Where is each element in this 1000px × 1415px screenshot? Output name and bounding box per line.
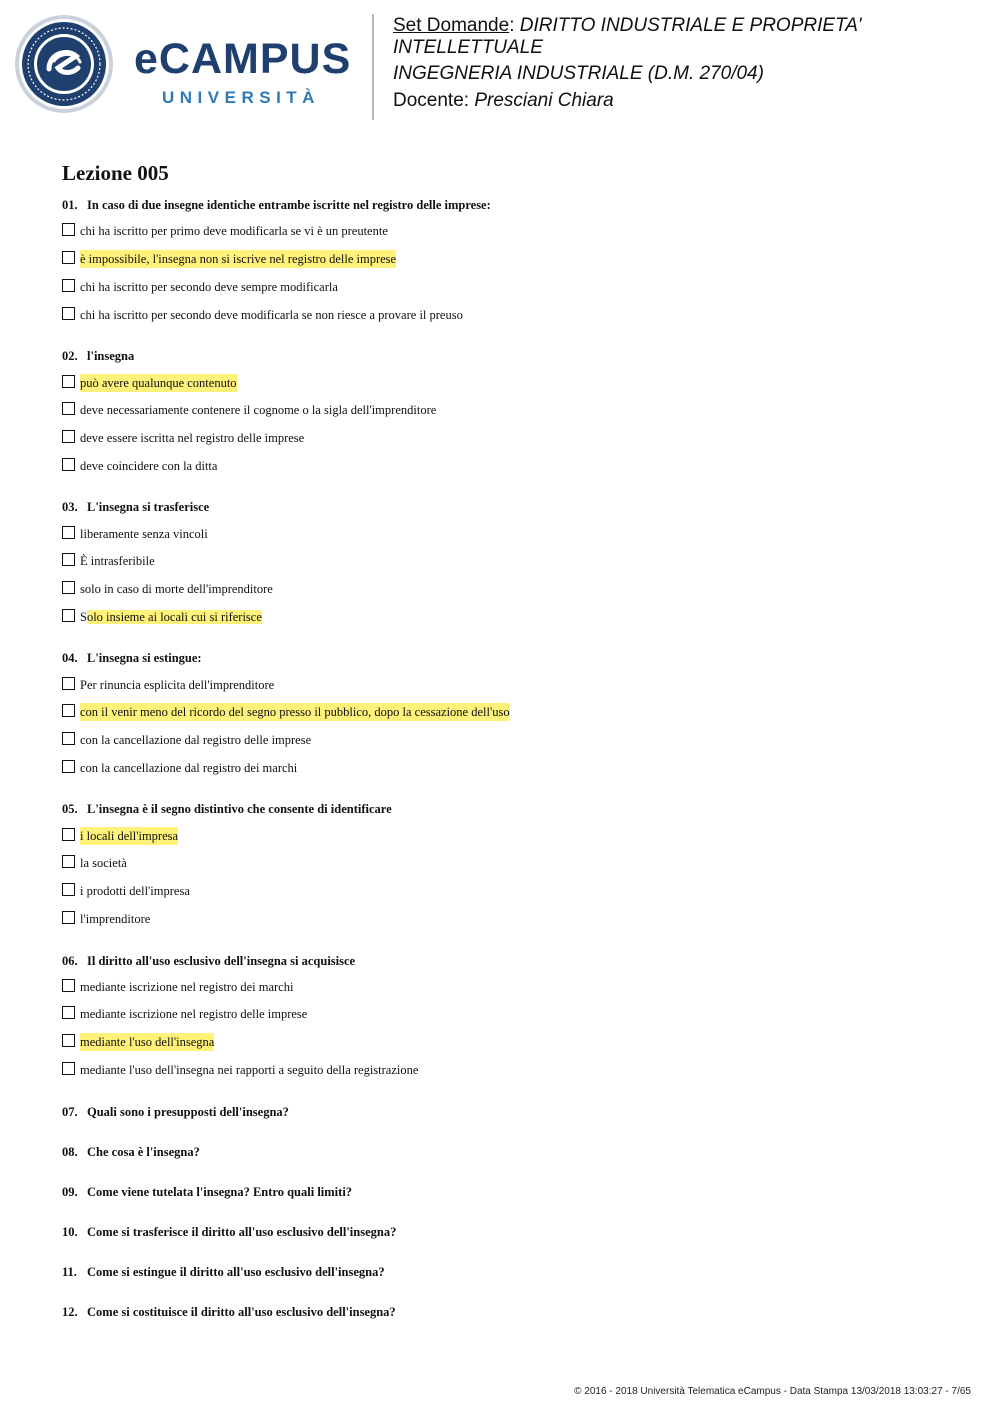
checkbox[interactable] xyxy=(62,704,75,717)
question-text: In caso di due insegne identiche entrambe iscritte nel registro delle imprese: xyxy=(87,198,491,212)
checkbox[interactable] xyxy=(62,223,75,236)
course-name: INGEGNERIA INDUSTRIALE (D.M. 270/04) xyxy=(393,63,764,84)
checkbox[interactable] xyxy=(62,307,75,320)
option-text: l'imprenditore xyxy=(80,912,151,926)
checkbox[interactable] xyxy=(62,430,75,443)
question-title xyxy=(62,498,209,516)
question-number: 05. xyxy=(62,802,78,816)
checkbox[interactable] xyxy=(62,855,75,868)
question-number: 06. xyxy=(62,954,78,968)
ecampus-subtitle: UNIVERSITÀ xyxy=(162,88,320,107)
set-title-cont: INTELLETTUALE xyxy=(393,37,543,58)
question-text: Il diritto all'uso esclusivo dell'insegna si acquisisce xyxy=(87,954,356,968)
checkbox[interactable] xyxy=(62,760,75,773)
option-text: con la cancellazione dal registro dei marchi xyxy=(80,761,298,775)
ecampus-seal-logo xyxy=(14,14,114,114)
question-number: 11. xyxy=(62,1265,77,1279)
option-text-highlighted: mediante l'uso dell'insegna xyxy=(80,1035,215,1049)
question-text: L'insegna è il segno distintivo che consente di identificare xyxy=(87,802,392,816)
question-05 xyxy=(62,800,392,926)
option-text-highlighted: può avere qualunque contenuto xyxy=(80,376,237,390)
question-06 xyxy=(62,952,419,1077)
option-text: i prodotti dell'impresa xyxy=(80,884,190,898)
checkbox[interactable] xyxy=(62,581,75,594)
option-text: la società xyxy=(80,856,127,870)
question-09 xyxy=(62,1183,352,1201)
option-text: con la cancellazione dal registro delle imprese xyxy=(80,733,312,747)
docente-name: Presciani Chiara xyxy=(474,90,614,111)
option-text: chi ha iscritto per primo deve modificarla se vi è un preutente xyxy=(80,224,388,238)
option-text: deve coincidere con la ditta xyxy=(80,459,218,473)
option-text: deve necessariamente contenere il cognome o la sigla dell'imprenditore xyxy=(80,403,437,417)
checkbox[interactable] xyxy=(62,979,75,992)
checkbox[interactable] xyxy=(62,1006,75,1019)
ecampus-wordmark: eCAMPUS xyxy=(134,35,352,83)
question-text: Come si trasferisce il diritto all'uso esclusivo dell'insegna? xyxy=(87,1225,397,1239)
question-11 xyxy=(62,1263,385,1281)
question-number: 09. xyxy=(62,1185,78,1199)
checkbox[interactable] xyxy=(62,677,75,690)
option-text: chi ha iscritto per secondo deve modificarla se non riesce a provare il preuso xyxy=(80,308,463,322)
question-text: Come si estingue il diritto all'uso esclusivo dell'insegna? xyxy=(87,1265,385,1279)
checkbox[interactable] xyxy=(62,828,75,841)
page-footer: © 2016 - 2018 Università Telematica eCampus - Data Stampa 13/03/2018 13:03:27 - 7/65 xyxy=(574,1386,971,1397)
checkbox[interactable] xyxy=(62,1034,75,1047)
option-text xyxy=(80,608,262,626)
option-text-highlighted: i locali dell'impresa xyxy=(80,829,179,843)
set-title-line-2 xyxy=(393,37,953,59)
question-text: Come si costituisce il diritto all'uso esclusivo dell'insegna? xyxy=(87,1305,396,1319)
option-text-highlighted: è impossibile, l'insegna non si iscrive nel registro delle imprese xyxy=(80,252,397,266)
course-info xyxy=(393,15,953,112)
question-number: 08. xyxy=(62,1145,78,1159)
question-title xyxy=(62,800,392,818)
option-text: È intrasferibile xyxy=(80,554,155,568)
checkbox[interactable] xyxy=(62,609,75,622)
checkbox[interactable] xyxy=(62,375,75,388)
docente-label: Docente: xyxy=(393,90,470,111)
option-text: chi ha iscritto per secondo deve sempre modificarla xyxy=(80,280,338,294)
checkbox[interactable] xyxy=(62,402,75,415)
question-text: L'insegna si estingue: xyxy=(87,651,202,665)
question-03 xyxy=(62,498,273,624)
checkbox[interactable] xyxy=(62,911,75,924)
docente-line xyxy=(393,90,953,112)
checkbox[interactable] xyxy=(62,553,75,566)
option-text-plain: S xyxy=(80,610,87,624)
option-text-highlighted: con il venir meno del ricordo del segno presso il pubblico, dopo la cessazione dell'uso xyxy=(80,705,510,719)
question-text: Che cosa è l'insegna? xyxy=(87,1145,200,1159)
question-text: Quali sono i presupposti dell'insegna? xyxy=(87,1105,289,1119)
question-title xyxy=(62,196,491,214)
checkbox[interactable] xyxy=(62,526,75,539)
question-02 xyxy=(62,347,437,473)
checkbox[interactable] xyxy=(62,732,75,745)
question-number: 12. xyxy=(62,1305,78,1319)
question-number: 01. xyxy=(62,198,78,212)
set-label: Set Domande xyxy=(393,15,510,36)
option-text: solo in caso di morte dell'imprenditore xyxy=(80,582,273,596)
option-text: mediante l'uso dell'insegna nei rapporti a seguito della registrazione xyxy=(80,1063,419,1077)
option-text: mediante iscrizione nel registro delle imprese xyxy=(80,1007,308,1021)
question-07 xyxy=(62,1103,289,1121)
question-number: 07. xyxy=(62,1105,78,1119)
question-title xyxy=(62,952,355,970)
question-12 xyxy=(62,1303,396,1321)
checkbox[interactable] xyxy=(62,458,75,471)
question-text: Come viene tutelata l'insegna? Entro quali limiti? xyxy=(87,1185,353,1199)
question-number: 04. xyxy=(62,651,78,665)
question-title xyxy=(62,649,202,667)
checkbox[interactable] xyxy=(62,251,75,264)
question-text: L'insegna si trasferisce xyxy=(87,500,210,514)
question-title xyxy=(62,347,134,365)
option-text: Per rinuncia esplicita dell'imprenditore xyxy=(80,678,275,692)
question-04 xyxy=(62,649,510,775)
question-number: 02. xyxy=(62,349,78,363)
question-text: l'insegna xyxy=(87,349,135,363)
option-text: mediante iscrizione nel registro dei marchi xyxy=(80,980,294,994)
set-title-line: Set Domande: DIRITTO INDUSTRIALE E PROPRIETA' xyxy=(393,15,862,36)
question-01 xyxy=(62,196,491,322)
question-number: 10. xyxy=(62,1225,78,1239)
header-divider xyxy=(372,14,374,120)
question-08 xyxy=(62,1143,200,1161)
lesson-title: Lezione 005 xyxy=(62,161,169,185)
option-text: liberamente senza vincoli xyxy=(80,527,208,541)
set-title: DIRITTO INDUSTRIALE E PROPRIETA' xyxy=(519,15,862,36)
course-name-line xyxy=(393,63,953,85)
checkbox[interactable] xyxy=(62,1062,75,1075)
checkbox[interactable] xyxy=(62,883,75,896)
question-number: 03. xyxy=(62,500,78,514)
checkbox[interactable] xyxy=(62,279,75,292)
option-text-highlighted: olo insieme ai locali cui si riferisce xyxy=(86,610,262,624)
question-10 xyxy=(62,1223,396,1241)
page-header xyxy=(0,0,1000,130)
option-text: deve essere iscritta nel registro delle imprese xyxy=(80,431,305,445)
